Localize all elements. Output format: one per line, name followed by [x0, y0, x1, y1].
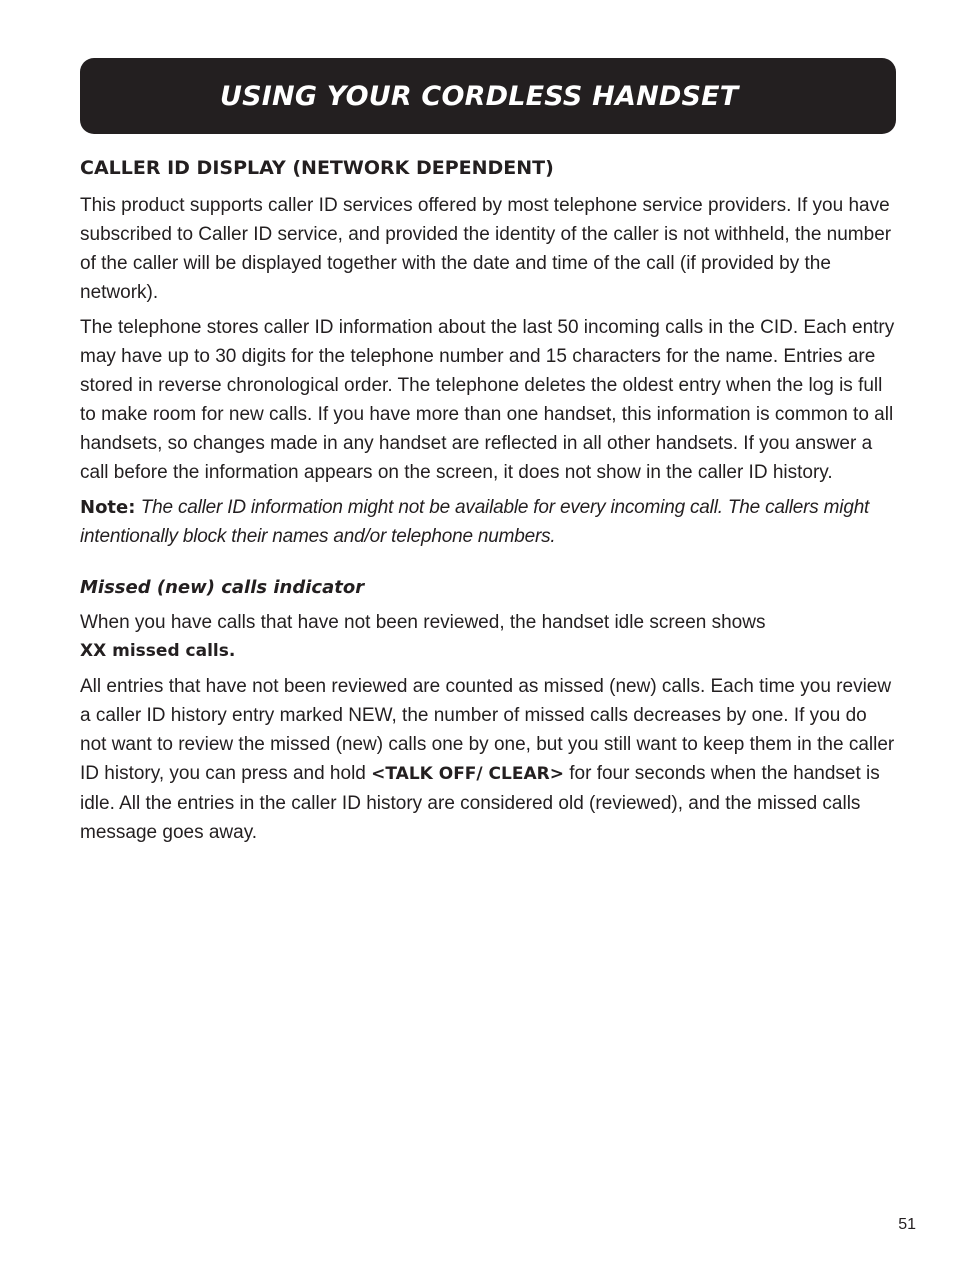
- missed-calls-intro-text: When you have calls that have not been reviewed, the handset idle screen shows: [80, 612, 766, 633]
- talk-off-clear-key-label: <TALK OFF/ CLEAR>: [371, 764, 564, 784]
- note-paragraph: [80, 493, 896, 551]
- caller-id-storage-paragraph: The telephone stores caller ID information about the last 50 incoming calls in the CID. Each entry may have up to 30 digits for the telephone number and 15 characters for the name. Entries are stored in reverse chronological order. The telephone deletes the oldest entry when the log is full to make room for new calls. If you have more than one handset, this information is common to all handsets, so changes made in any handset are reflected in all other handsets. If you answer a call before the information appears on the screen, it does not show in the caller ID history.: [80, 317, 895, 483]
- missed-calls-heading: Missed (new) calls indicator: [80, 577, 365, 598]
- section-banner: [80, 58, 896, 134]
- missed-calls-body-text-1: All entries that have not been reviewed are counted as missed (new) calls. Each time you review a caller ID history entry marked NEW, the number of missed calls decreases by one. If you do not want to review the missed (new) calls one by one, but you still want to keep them in the caller ID history, you can press and hold: [80, 676, 895, 784]
- main-content: [80, 152, 896, 853]
- note-label: Note:: [80, 497, 136, 518]
- missed-calls-intro-paragraph: [80, 608, 896, 666]
- missed-calls-body-paragraph: [80, 672, 896, 847]
- caller-id-intro-paragraph: This product supports caller ID services offered by most telephone service providers. If you have subscribed to Caller ID service, and provided the identity of the caller is not withheld, the number of the caller will be displayed together with the date and time of the call (if provided by the network).: [80, 195, 892, 303]
- missed-calls-screen-message: XX missed calls.: [80, 641, 236, 661]
- missed-calls-body-text-2: for four seconds when the handset is idle. All the entries in the caller ID history are considered old (reviewed), and the missed calls message goes away.: [80, 763, 880, 843]
- note-text: The caller ID information might not be available for every incoming call. The callers might intentionally block their names and/or telephone numbers.: [80, 497, 870, 547]
- page-number: 51: [898, 1216, 916, 1233]
- page-title: USING YOUR CORDLESS HANDSET: [220, 80, 739, 112]
- caller-id-heading: CALLER ID DISPLAY (NETWORK DEPENDENT): [80, 157, 554, 179]
